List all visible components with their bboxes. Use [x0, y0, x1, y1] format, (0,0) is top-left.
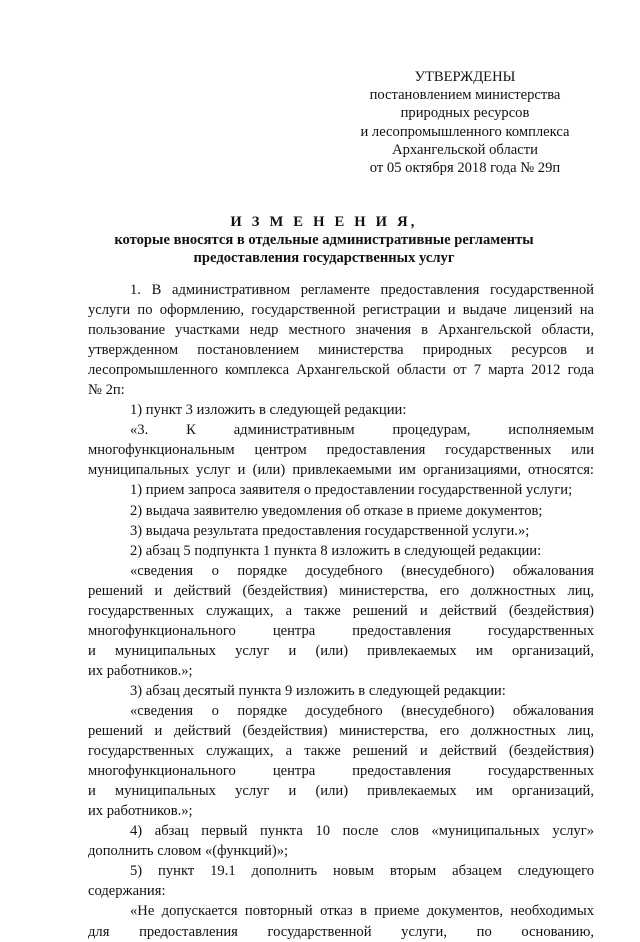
- body-line: 1) пункт 3 изложить в следующей редакции:: [130, 402, 407, 419]
- approval-line: природных ресурсов: [400, 105, 530, 122]
- approval-line: постановлением министерства: [369, 87, 561, 104]
- body-line: их работников.»;: [88, 803, 193, 820]
- body-line: 3) абзац десятый пункта 9 изложить в следующей редакции:: [130, 682, 506, 699]
- body-line: 5) пункт 19.1 дополнить новым вторым абзацем следующего: [130, 863, 594, 880]
- body-line: и муниципальных услуг и (или) привлекаемых им организаций,: [88, 783, 594, 800]
- body-line: многофункционального центра предоставления государственных: [88, 622, 594, 639]
- approval-line: и лесопромышленного комплекса: [360, 123, 570, 140]
- body-line: 2) абзац 5 подпункта 1 пункта 8 изложить в следующей редакции:: [130, 542, 542, 559]
- body-line: для предоставления государственной услуги, по основанию,: [88, 923, 594, 940]
- body-line: государственных служащих, а также решений и действий (бездействия): [88, 602, 594, 619]
- body-line: № 2п:: [88, 382, 125, 399]
- body-line: 2) выдача заявителю уведомления об отказе в приеме документов;: [130, 502, 543, 519]
- approval-line: Архангельской области: [392, 141, 538, 158]
- body-line: «сведения о порядке досудебного (внесудебного) обжалования: [130, 702, 594, 719]
- body-line: многофункционального центра предоставления государственных: [88, 763, 594, 780]
- body-line: утвержденном постановлением министерства природных ресурсов и: [88, 342, 594, 359]
- approval-stamp: [330, 68, 600, 177]
- title-subheading: предоставления государственных услуг: [193, 250, 455, 266]
- title-heading: И З М Е Н Е Н И Я,: [230, 214, 418, 230]
- body-line: решений и действий (бездействия) министерства, его должностных лиц,: [88, 582, 594, 599]
- body-line: содержания:: [88, 883, 166, 900]
- title-subheading: которые вносятся в отдельные административные регламенты: [114, 232, 534, 248]
- approval-line: УТВЕРЖДЕНЫ: [414, 69, 516, 85]
- body-line: «сведения о порядке досудебного (внесудебного) обжалования: [130, 562, 594, 579]
- body-line: многофункциональным центром предоставления государственных или: [88, 442, 594, 459]
- document-body: [88, 280, 594, 942]
- body-line: муниципальных услуг и (или) привлекаемыми им организациями, относятся:: [88, 462, 594, 479]
- document-title: [60, 213, 588, 267]
- body-line: 1) прием запроса заявителя о предоставлении государственной услуги;: [130, 482, 573, 499]
- body-line: государственных служащих, а также решений и действий (бездействия): [88, 743, 594, 760]
- body-line: «Не допускается повторный отказ в приеме документов, необходимых: [130, 903, 594, 920]
- approval-line: от 05 октября 2018 года № 29п: [369, 160, 561, 177]
- body-line: пользование участками недр местного значения в Архангельской области,: [88, 322, 594, 339]
- body-line: и муниципальных услуг и (или) привлекаемых им организаций,: [88, 642, 594, 659]
- body-line: 3) выдача результата предоставления государственной услуги.»;: [130, 522, 530, 539]
- body-line: услуги по оформлению, государственной регистрации и выдаче лицензий на: [88, 302, 594, 319]
- body-line: их работников.»;: [88, 662, 193, 679]
- body-line: 1. В административном регламенте предоставления государственной: [130, 282, 594, 298]
- body-line: лесопромышленного комплекса Архангельской области от 7 марта 2012 года: [88, 362, 594, 379]
- body-line: 4) абзац первый пункта 10 после слов «муниципальных услуг»: [130, 823, 594, 840]
- body-line: решений и действий (бездействия) министерства, его должностных лиц,: [88, 723, 594, 740]
- body-line: дополнить словом «(функций)»;: [88, 843, 289, 860]
- body-line: «3. К административным процедурам, исполняемым: [130, 422, 594, 439]
